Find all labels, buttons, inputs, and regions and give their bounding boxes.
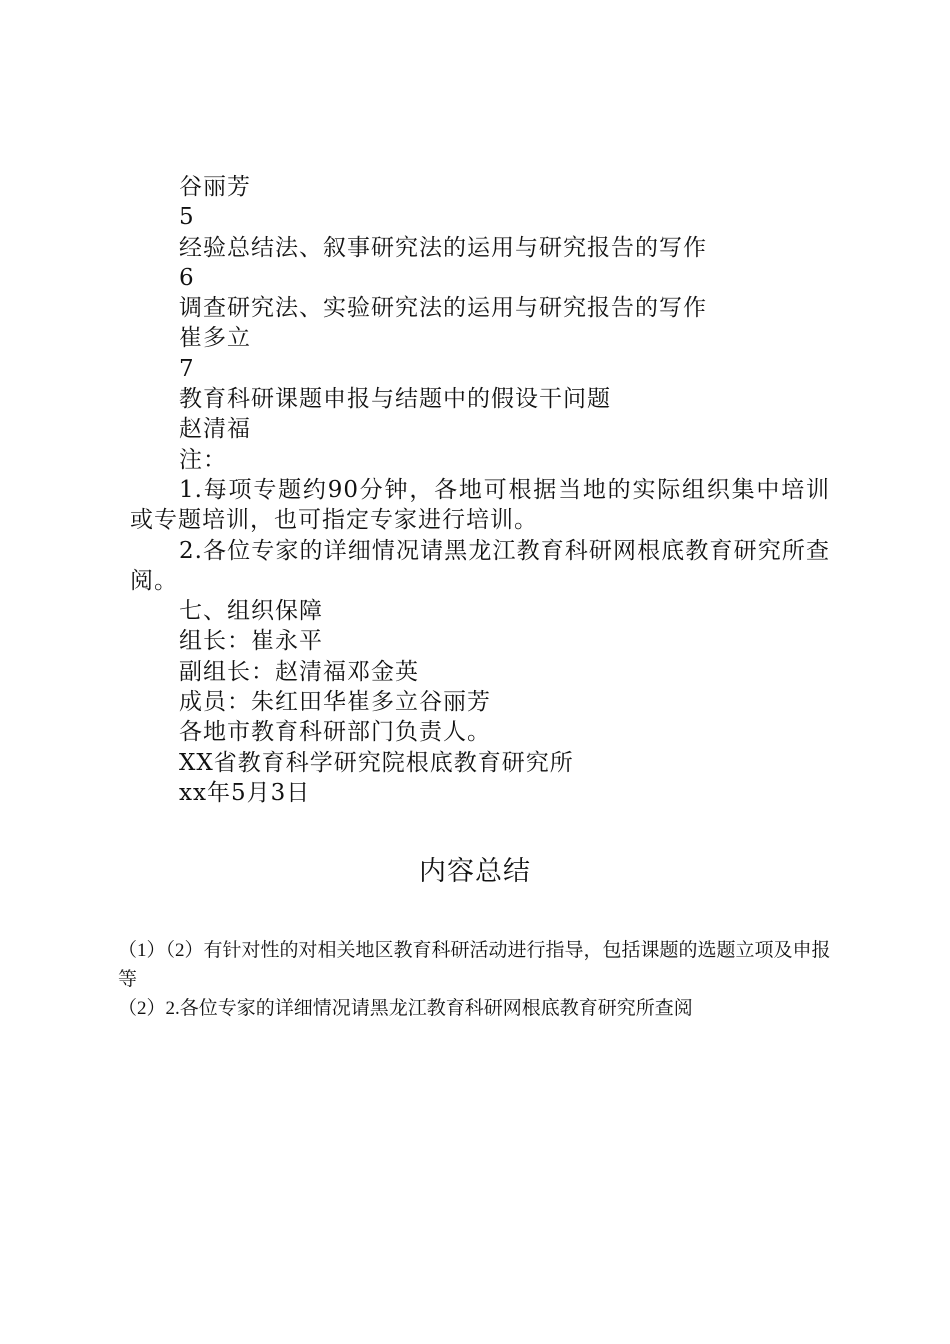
members-line: 成员：朱红田华崔多立谷丽芳 [179,689,491,716]
text-line: 经验总结法、叙事研究法的运用与研究报告的写作 [179,234,707,261]
text-line: 调查研究法、实验研究法的运用与研究报告的写作 [179,295,707,322]
text-line: 崔多立 [179,325,251,352]
text-line: 教育科研课题申报与结题中的假设干问题 [179,386,611,413]
text-line: 5 [179,204,195,231]
section-heading: 七、组织保障 [179,598,323,625]
leader-line: 组长：崔永平 [179,628,323,655]
organization-line: XX省教育科学研究院根底教育研究所 [179,749,574,776]
note-label: 注： [179,446,227,473]
date-line: xx年5月3日 [179,779,311,806]
document-body [130,172,830,808]
text-line: 6 [179,264,195,291]
deputy-line: 副组长：赵清福邓金英 [179,658,419,685]
note-paragraph-2: 2.各位专家的详细情况请黑龙江教育科研网根底教育研究所查阅。 [130,537,830,594]
note-paragraph-1: 1.每项专题约90分钟，各地可根据当地的实际组织集中培训或专题培训，也可指定专家进行培训。 [130,476,830,534]
text-line: 赵清福 [179,416,251,443]
summary-item-2: （2）2.各位专家的详细情况请黑龙江教育科研网根底教育研究所查阅 [118,998,693,1019]
text-line: 7 [179,355,195,382]
summary-title: 内容总结 [419,856,531,887]
summary-item-1: （1）（2）有针对性的对相关地区教育科研活动进行指导，包括课题的选题立项及申报等 [118,940,831,990]
summary-list [118,936,836,1023]
others-line: 各地市教育科研部门负责人。 [179,719,491,746]
text-line: 谷丽芳 [179,174,251,200]
